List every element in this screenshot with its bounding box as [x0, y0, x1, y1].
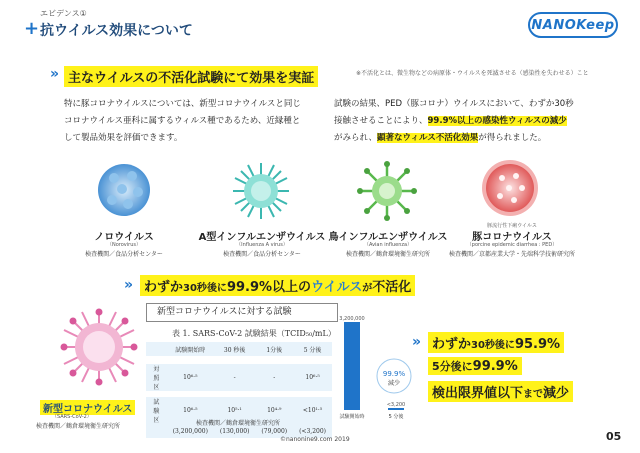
table-header-cell: 試験開始時 — [175, 346, 206, 354]
table-cell: 10⁶·⁵ — [305, 374, 320, 381]
table-cell: 試験区 — [153, 399, 160, 424]
text-fragment: 99.9% — [472, 359, 518, 374]
copyright: ©nanonine9.com 2019 — [280, 436, 350, 443]
section2-heading — [140, 275, 415, 296]
table-cell: (<3,200) — [299, 427, 326, 435]
porcine-coronavirus-image — [480, 158, 540, 218]
left-text-line: 特に豚コロナウイルスについては、新型コロナウイルスと同じ — [64, 99, 301, 109]
category-label: 試験開始時 — [339, 414, 365, 420]
left-text-line: コロナウイルス亜科に属するウィルス種であるため、近縁種と — [64, 116, 301, 126]
text-fragment: 減少 — [543, 386, 570, 401]
text-fragment: わずか — [144, 280, 184, 295]
category-label: 5 分後 — [388, 414, 404, 420]
table-cell: (130,000) — [219, 427, 250, 435]
text-fragment: 不活化 — [372, 280, 412, 295]
virus-alias: 豚流行性下痢ウイルス — [487, 223, 537, 229]
plus-icon: + — [24, 18, 40, 39]
text-fragment: 99.9% — [226, 280, 273, 295]
chart-svg — [334, 314, 414, 424]
covid-subname: （SARS-CoV-2） — [52, 414, 92, 420]
highlight-text: 顕著なウィルス不活化効果 — [377, 133, 479, 143]
table-header-cell: 1分後 — [266, 346, 283, 354]
virus-subname: （Norovirus） — [107, 242, 141, 248]
table-cell: - — [273, 374, 276, 381]
right-text-line — [334, 130, 574, 147]
virus-row — [60, 158, 620, 258]
sars-cov-2-image — [60, 308, 138, 386]
norovirus-image — [94, 160, 154, 220]
table-cell: 10⁶·⁵ — [183, 407, 198, 414]
text-fragment: 5分後に — [432, 360, 473, 373]
virus-subname: （Avian influenza） — [363, 242, 413, 248]
avian-influenza-image — [356, 160, 418, 222]
virus-name: ノロウイルス — [94, 232, 154, 243]
highlight-text: 99.9%以上の感染性ウィルスの減少 — [427, 116, 567, 126]
text-fragment: 95.9% — [514, 337, 561, 352]
text-fragment: 後に — [206, 283, 227, 294]
result-line-2 — [428, 357, 522, 375]
brand-logo: NANOKeep — [528, 12, 618, 38]
table-cell — [146, 424, 167, 438]
arrow-icon: » — [412, 334, 422, 350]
reduction-chart — [334, 314, 414, 424]
table-caption: 表 1. SARS-CoV-2 試験結果（TCID₅₀/mL） — [172, 329, 336, 338]
chart-bar — [388, 408, 404, 410]
text-fragment: 接触させることにより、 — [334, 116, 428, 126]
table-cell: 10⁵·¹ — [227, 407, 242, 414]
text-fragment: ウイルス — [311, 280, 363, 295]
arrow-icon: » — [50, 66, 60, 82]
table-cell: (3,200,000) — [172, 427, 208, 435]
table-header-cell — [146, 342, 167, 356]
influenza-a-image — [230, 160, 292, 222]
result-line-3 — [428, 381, 573, 402]
badge-value: 99.9% — [382, 370, 406, 378]
chart-bar — [344, 322, 360, 410]
table-cell: (79,000) — [261, 427, 288, 435]
text-fragment: 30秒後に — [471, 340, 515, 351]
table-org: 検査機関／鶴倉環境衛生研究所 — [196, 420, 281, 427]
covid-org: 検査機関／鶴倉環境衛生研究所 — [36, 423, 121, 430]
page-title: 抗ウイルス効果について — [40, 23, 193, 39]
text-fragment: まで — [523, 389, 544, 400]
text-fragment: 30秒 — [183, 283, 207, 294]
evidence-tag: エビデンス① — [40, 9, 87, 18]
text-fragment: 検出限界値以下 — [432, 386, 524, 401]
table-header-cell: 5 分後 — [303, 346, 322, 354]
left-text-line: して製品効果を評価できます。 — [64, 133, 183, 143]
badge-caption: 減少 — [387, 380, 401, 387]
table-row — [146, 364, 332, 391]
virus-name: 豚コロナウイルス — [472, 232, 552, 243]
right-text-line — [334, 113, 574, 130]
right-description — [334, 96, 574, 147]
virus-org: 検査機関／食品分析センター — [223, 251, 301, 258]
table-cell: 10⁴·⁹ — [267, 407, 282, 414]
bar-value-label: 3,200,000 — [339, 316, 365, 322]
page-number: 05 — [606, 430, 622, 443]
table-cell: 対照区 — [153, 366, 160, 391]
virus-name: 鳥インフルエンザウイルス — [328, 232, 448, 243]
virus-subname: （Influenza A virus） — [236, 242, 288, 248]
right-text-line: 試験の結果、PED（豚コロナ）ウイルスにおいて、わずか30秒 — [334, 99, 574, 109]
text-fragment: が得られました。 — [478, 133, 547, 143]
virus-subname: （porcine epidemic diarrhea : PED） — [466, 242, 558, 248]
result-line-1 — [428, 332, 564, 353]
table-header-row — [146, 342, 332, 356]
table-cell: - — [233, 374, 236, 381]
virus-org: 検査機関／鶴倉環境衛生研究所 — [345, 251, 430, 258]
section1-heading: 主なウイルスの不活化試験にて効果を実証 — [64, 66, 318, 87]
test-title-box: 新型コロナウイルスに対する試験 — [146, 303, 338, 322]
virus-org: 検査機関／京都産業大学・先端科学技術研究所 — [448, 251, 575, 258]
virus-name: A型インフルエンザウイルス — [198, 232, 326, 243]
table-header-cell: 30 秒後 — [223, 346, 246, 354]
table-cell: <10¹·⁵ — [302, 407, 323, 414]
bar-value-label: <3,200 — [386, 402, 406, 408]
arrow-icon: » — [124, 277, 134, 293]
text-fragment: わずか — [432, 337, 472, 352]
left-description — [64, 96, 301, 147]
text-fragment: 以上の — [272, 280, 312, 295]
covid-name: 新型コロナウイルス — [40, 400, 135, 415]
text-fragment: がみられ、 — [334, 133, 378, 143]
inactivation-note: ※不活化とは、微生物などの病原体・ウイルスを死滅させる（感染性を失わせる）こと — [356, 70, 589, 77]
table-cell: 10⁶·⁵ — [183, 374, 198, 381]
virus-org: 検査機関／食品分析センター — [85, 251, 163, 258]
text-fragment: が — [362, 283, 373, 294]
